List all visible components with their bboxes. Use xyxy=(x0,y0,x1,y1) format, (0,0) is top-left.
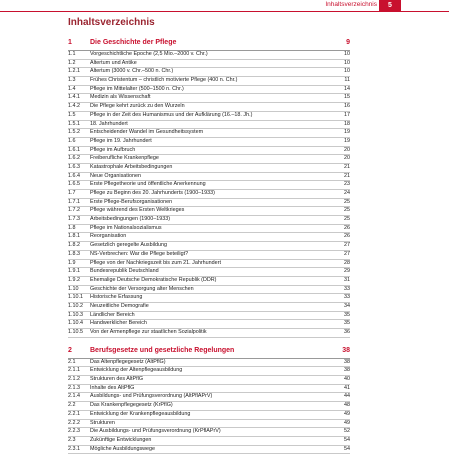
entry-title: Mögliche Ausbildungswege xyxy=(90,445,156,452)
entry-title: Die Pflege kehrt zurück zu den Wurzeln xyxy=(90,103,185,110)
toc-entry[interactable] xyxy=(68,147,350,156)
chapter-number: 1 xyxy=(68,39,72,46)
entry-page: 48 xyxy=(344,402,350,409)
entry-number: 1.4.2 xyxy=(68,103,80,110)
entry-page: 34 xyxy=(344,302,350,309)
chapter-page: 38 xyxy=(342,346,350,354)
entry-title: Medizin als Wissenschaft xyxy=(90,94,151,101)
entry-title: Vorgeschichtliche Epoche (2,5 Mio.–2000 v. Chr.) xyxy=(90,51,208,57)
entry-title: Pflege in der Zeit des Humanismus und der Aufklärung (16.–18. Jh.) xyxy=(90,111,253,118)
entry-page: 52 xyxy=(344,428,350,435)
entry-title: Strukturen xyxy=(90,419,115,426)
entry-number: 1.5.1 xyxy=(68,120,80,127)
toc-entry[interactable] xyxy=(68,260,350,269)
entry-page: 20 xyxy=(344,146,350,153)
entry-page: 18 xyxy=(344,120,350,127)
toc-entry[interactable] xyxy=(68,199,350,208)
entry-page: 31 xyxy=(344,276,350,283)
toc-entry[interactable] xyxy=(68,86,350,95)
entry-title: Handwerklicher Bereich xyxy=(90,320,147,327)
toc-entry[interactable] xyxy=(68,411,350,420)
entry-page: 35 xyxy=(344,311,350,318)
entry-number: 1.10 xyxy=(68,285,79,292)
page-title: Inhaltsverzeichnis xyxy=(68,17,155,28)
entry-page: 35 xyxy=(344,320,350,327)
entry-number: 2.3 xyxy=(68,436,76,443)
toc-entry[interactable] xyxy=(68,103,350,112)
entry-title: Geschichte der Versorgung alter Menschen xyxy=(90,285,194,292)
toc-entry[interactable] xyxy=(68,428,350,437)
entry-title: Katastrophale Arbeitsbedingungen xyxy=(90,163,173,170)
toc-entry[interactable] xyxy=(68,164,350,173)
entry-page: 21 xyxy=(344,163,350,170)
entry-number: 1.9.1 xyxy=(68,268,80,275)
entry-title: Pflege im Aufbruch xyxy=(90,146,136,153)
toc-chapter-heading[interactable] xyxy=(68,344,350,359)
entry-page: 25 xyxy=(344,207,350,214)
toc-entry[interactable] xyxy=(68,181,350,190)
entry-number: 1.6.1 xyxy=(68,146,80,153)
toc-entry[interactable] xyxy=(68,251,350,260)
toc-entry[interactable] xyxy=(68,294,350,303)
entry-title: Pflege im Mittelalter (500–1500 n. Chr.) xyxy=(90,85,184,92)
entry-page: 26 xyxy=(344,233,350,240)
entry-page: 29 xyxy=(344,268,350,275)
entry-page: 33 xyxy=(344,285,350,292)
entry-number: 1.10.4 xyxy=(68,320,83,327)
toc-entry[interactable] xyxy=(68,437,350,446)
entry-number: 1.1 xyxy=(68,51,76,57)
toc-entry[interactable] xyxy=(68,329,350,338)
toc-entry[interactable] xyxy=(68,385,350,394)
toc-chapter-heading[interactable] xyxy=(68,36,350,51)
toc-entry[interactable] xyxy=(68,242,350,251)
entry-title: Pflege von der Nachkriegszeit bis zum 21. Jahrhundert xyxy=(90,259,221,266)
page-number-badge: 5 xyxy=(379,0,401,12)
toc-entry[interactable] xyxy=(68,320,350,329)
entry-number: 1.9.2 xyxy=(68,276,80,283)
entry-number: 1.5 xyxy=(68,111,76,118)
toc-entry[interactable] xyxy=(68,60,350,69)
entry-page: 10 xyxy=(344,51,350,57)
entry-title: Altertum und Antike xyxy=(90,59,137,66)
entry-page: 27 xyxy=(344,250,350,257)
entry-number: 1.5.2 xyxy=(68,129,80,136)
entry-number: 2.3.1 xyxy=(68,445,80,452)
entry-page: 44 xyxy=(344,393,350,400)
entry-number: 1.10.2 xyxy=(68,302,83,309)
entry-page: 25 xyxy=(344,216,350,223)
toc-entry[interactable] xyxy=(68,225,350,234)
toc-entry[interactable] xyxy=(68,112,350,121)
toc-entry[interactable] xyxy=(68,286,350,295)
entry-page: 28 xyxy=(344,259,350,266)
toc-entry[interactable] xyxy=(68,94,350,103)
entry-number: 1.7.3 xyxy=(68,216,80,223)
entry-title: 18. Jahrhundert xyxy=(90,120,128,127)
entry-title: Altertum (3000 v. Chr.–500 n. Chr.) xyxy=(90,68,174,75)
entry-title: Entwicklung der Krankenpflegeausbildung xyxy=(90,410,191,417)
entry-page: 54 xyxy=(344,436,350,443)
toc-entry[interactable] xyxy=(68,420,350,429)
entry-number: 2.2.2 xyxy=(68,419,80,426)
entry-title: Historische Erfassung xyxy=(90,294,143,301)
entry-number: 1.6 xyxy=(68,137,76,144)
entry-page: 23 xyxy=(344,181,350,188)
toc-entry[interactable] xyxy=(68,77,350,86)
entry-title: Strukturen des AltPflG xyxy=(90,376,144,383)
entry-page: 38 xyxy=(344,367,350,374)
entry-number: 2.1.2 xyxy=(68,376,80,383)
chapter-number: 2 xyxy=(68,346,72,354)
toc-entry[interactable] xyxy=(68,359,350,368)
toc-entry[interactable] xyxy=(68,268,350,277)
entry-title: Ausbildungs- und Prüfungsverordnung (AltPflAPrV) xyxy=(90,393,213,400)
toc-entry[interactable] xyxy=(68,402,350,411)
chapter-title: Berufsgesetze und gesetzliche Regelungen xyxy=(90,346,235,354)
toc-entry[interactable] xyxy=(68,190,350,199)
toc-entry[interactable] xyxy=(68,393,350,402)
entry-title: Erste Pflegetheorie und öffentliche Anerkennung xyxy=(90,181,206,188)
entry-title: Inhalte des AltPflG xyxy=(90,384,135,391)
entry-number: 2.1 xyxy=(68,358,76,365)
entry-number: 1.9 xyxy=(68,259,76,266)
entry-page: 49 xyxy=(344,410,350,417)
entry-number: 1.6.4 xyxy=(68,172,80,179)
entry-page: 10 xyxy=(344,59,350,66)
entry-number: 2.2.1 xyxy=(68,410,80,417)
entry-page: 49 xyxy=(344,419,350,426)
entry-page: 54 xyxy=(344,445,350,452)
chapter-title: Die Geschichte der Pflege xyxy=(90,39,177,46)
entry-title: Pflege zu Beginn des 20. Jahrhunderts (1900–1933) xyxy=(90,190,215,196)
entry-title: Reorganisation xyxy=(90,233,127,240)
entry-title: Pflege im Nationalsozialismus xyxy=(90,224,162,231)
entry-page: 11 xyxy=(344,77,350,84)
toc-entry[interactable] xyxy=(68,303,350,312)
entry-title: Zukünftige Entwicklungen xyxy=(90,436,152,443)
entry-page: 15 xyxy=(344,94,350,101)
entry-title: Erste Pflege-Berufsorganisationen xyxy=(90,198,173,205)
entry-page: 24 xyxy=(344,190,350,196)
entry-number: 1.7 xyxy=(68,190,76,196)
entry-page: 19 xyxy=(344,129,350,136)
toc-entry[interactable] xyxy=(68,367,350,376)
entry-title: Das Altenpflegegesetz (AltPflG) xyxy=(90,358,166,365)
toc-entry[interactable] xyxy=(68,216,350,225)
entry-title: NS-Verbrechen: War die Pflege beteiligt? xyxy=(90,250,189,257)
entry-title: Ehemalige Deutsche Demokratische Republik (DDR) xyxy=(90,276,217,283)
entry-page: 19 xyxy=(344,137,350,144)
entry-number: 1.2.1 xyxy=(68,68,80,75)
toc-entry[interactable] xyxy=(68,173,350,182)
entry-number: 2.2 xyxy=(68,402,76,409)
entry-page: 10 xyxy=(344,68,350,75)
entry-title: Pflege im 19. Jahrhundert xyxy=(90,137,152,144)
entry-title: Arbeitsbedingungen (1900–1933) xyxy=(90,216,171,223)
entry-number: 1.10.5 xyxy=(68,329,83,335)
entry-title: Frühes Christentum – christlich motivierte Pflege (400 n. Chr.) xyxy=(90,77,238,84)
chapter-page: 9 xyxy=(346,39,350,46)
entry-page: 25 xyxy=(344,198,350,205)
entry-number: 1.7.2 xyxy=(68,207,80,214)
toc-entry[interactable] xyxy=(68,129,350,138)
entry-page: 33 xyxy=(344,294,350,301)
entry-number: 1.8 xyxy=(68,224,76,231)
entry-page: 16 xyxy=(344,103,350,110)
entry-page: 21 xyxy=(344,172,350,179)
entry-number: 1.10.3 xyxy=(68,311,83,318)
entry-page: 17 xyxy=(344,111,350,118)
entry-title: Gesetzlich geregelte Ausbildung xyxy=(90,242,168,249)
entry-number: 2.1.1 xyxy=(68,367,80,374)
entry-title: Neuzeitliche Demografie xyxy=(90,302,149,309)
entry-number: 1.6.5 xyxy=(68,181,80,188)
entry-number: 1.8.3 xyxy=(68,250,80,257)
running-header: Inhaltsverzeichnis xyxy=(325,1,377,8)
entry-number: 1.3 xyxy=(68,77,76,84)
entry-page: 14 xyxy=(344,85,350,92)
toc-entry[interactable] xyxy=(68,68,350,77)
entry-title: Das Krankenpflegegesetz (KrPflG) xyxy=(90,402,173,409)
entry-title: Von der Armenpflege zur staatlichen Sozialpolitik xyxy=(90,329,207,335)
entry-title: Entscheidender Wandel im Gesundheitssystem xyxy=(90,129,204,136)
entry-number: 2.1.4 xyxy=(68,393,80,400)
entry-number: 1.4 xyxy=(68,85,76,92)
entry-number: 1.4.1 xyxy=(68,94,80,101)
toc-entry[interactable] xyxy=(68,138,350,147)
toc-entry[interactable] xyxy=(68,446,350,454)
entry-title: Freiberufliche Krankenpflege xyxy=(90,155,159,162)
toc-entry[interactable] xyxy=(68,277,350,286)
toc-entry[interactable] xyxy=(68,121,350,130)
entry-title: Die Ausbildungs- und Prüfungsverordnung (KrPflAPrV) xyxy=(90,428,221,435)
entry-title: Bundesrepublik Deutschland xyxy=(90,268,159,275)
entry-title: Pflege während des Ersten Weltkrieges xyxy=(90,207,185,214)
entry-number: 1.7.1 xyxy=(68,198,80,205)
entry-page: 41 xyxy=(344,384,350,391)
entry-number: 2.1.3 xyxy=(68,384,80,391)
entry-number: 2.2.3 xyxy=(68,428,80,435)
entry-title: Ländlicher Bereich xyxy=(90,311,135,318)
toc-entry[interactable] xyxy=(68,312,350,321)
entry-number: 1.6.3 xyxy=(68,163,80,170)
entry-number: 1.2 xyxy=(68,59,76,66)
entry-page: 36 xyxy=(344,329,350,335)
entry-page: 38 xyxy=(344,358,350,365)
toc-entry[interactable] xyxy=(68,51,350,60)
entry-page: 20 xyxy=(344,155,350,162)
toc-entry[interactable] xyxy=(68,233,350,242)
entry-title: Entwicklung der Altenpflegeausbildung xyxy=(90,367,183,374)
entry-number: 1.6.2 xyxy=(68,155,80,162)
entry-title: Neue Organisationen xyxy=(90,172,141,179)
entry-page: 26 xyxy=(344,224,350,231)
entry-page: 27 xyxy=(344,242,350,249)
toc-entry[interactable] xyxy=(68,155,350,164)
toc-entry[interactable] xyxy=(68,376,350,385)
entry-page: 40 xyxy=(344,376,350,383)
entry-number: 1.8.1 xyxy=(68,233,80,240)
entry-number: 1.10.1 xyxy=(68,294,83,301)
toc-entry[interactable] xyxy=(68,207,350,216)
table-of-contents xyxy=(68,36,350,454)
entry-number: 1.8.2 xyxy=(68,242,80,249)
